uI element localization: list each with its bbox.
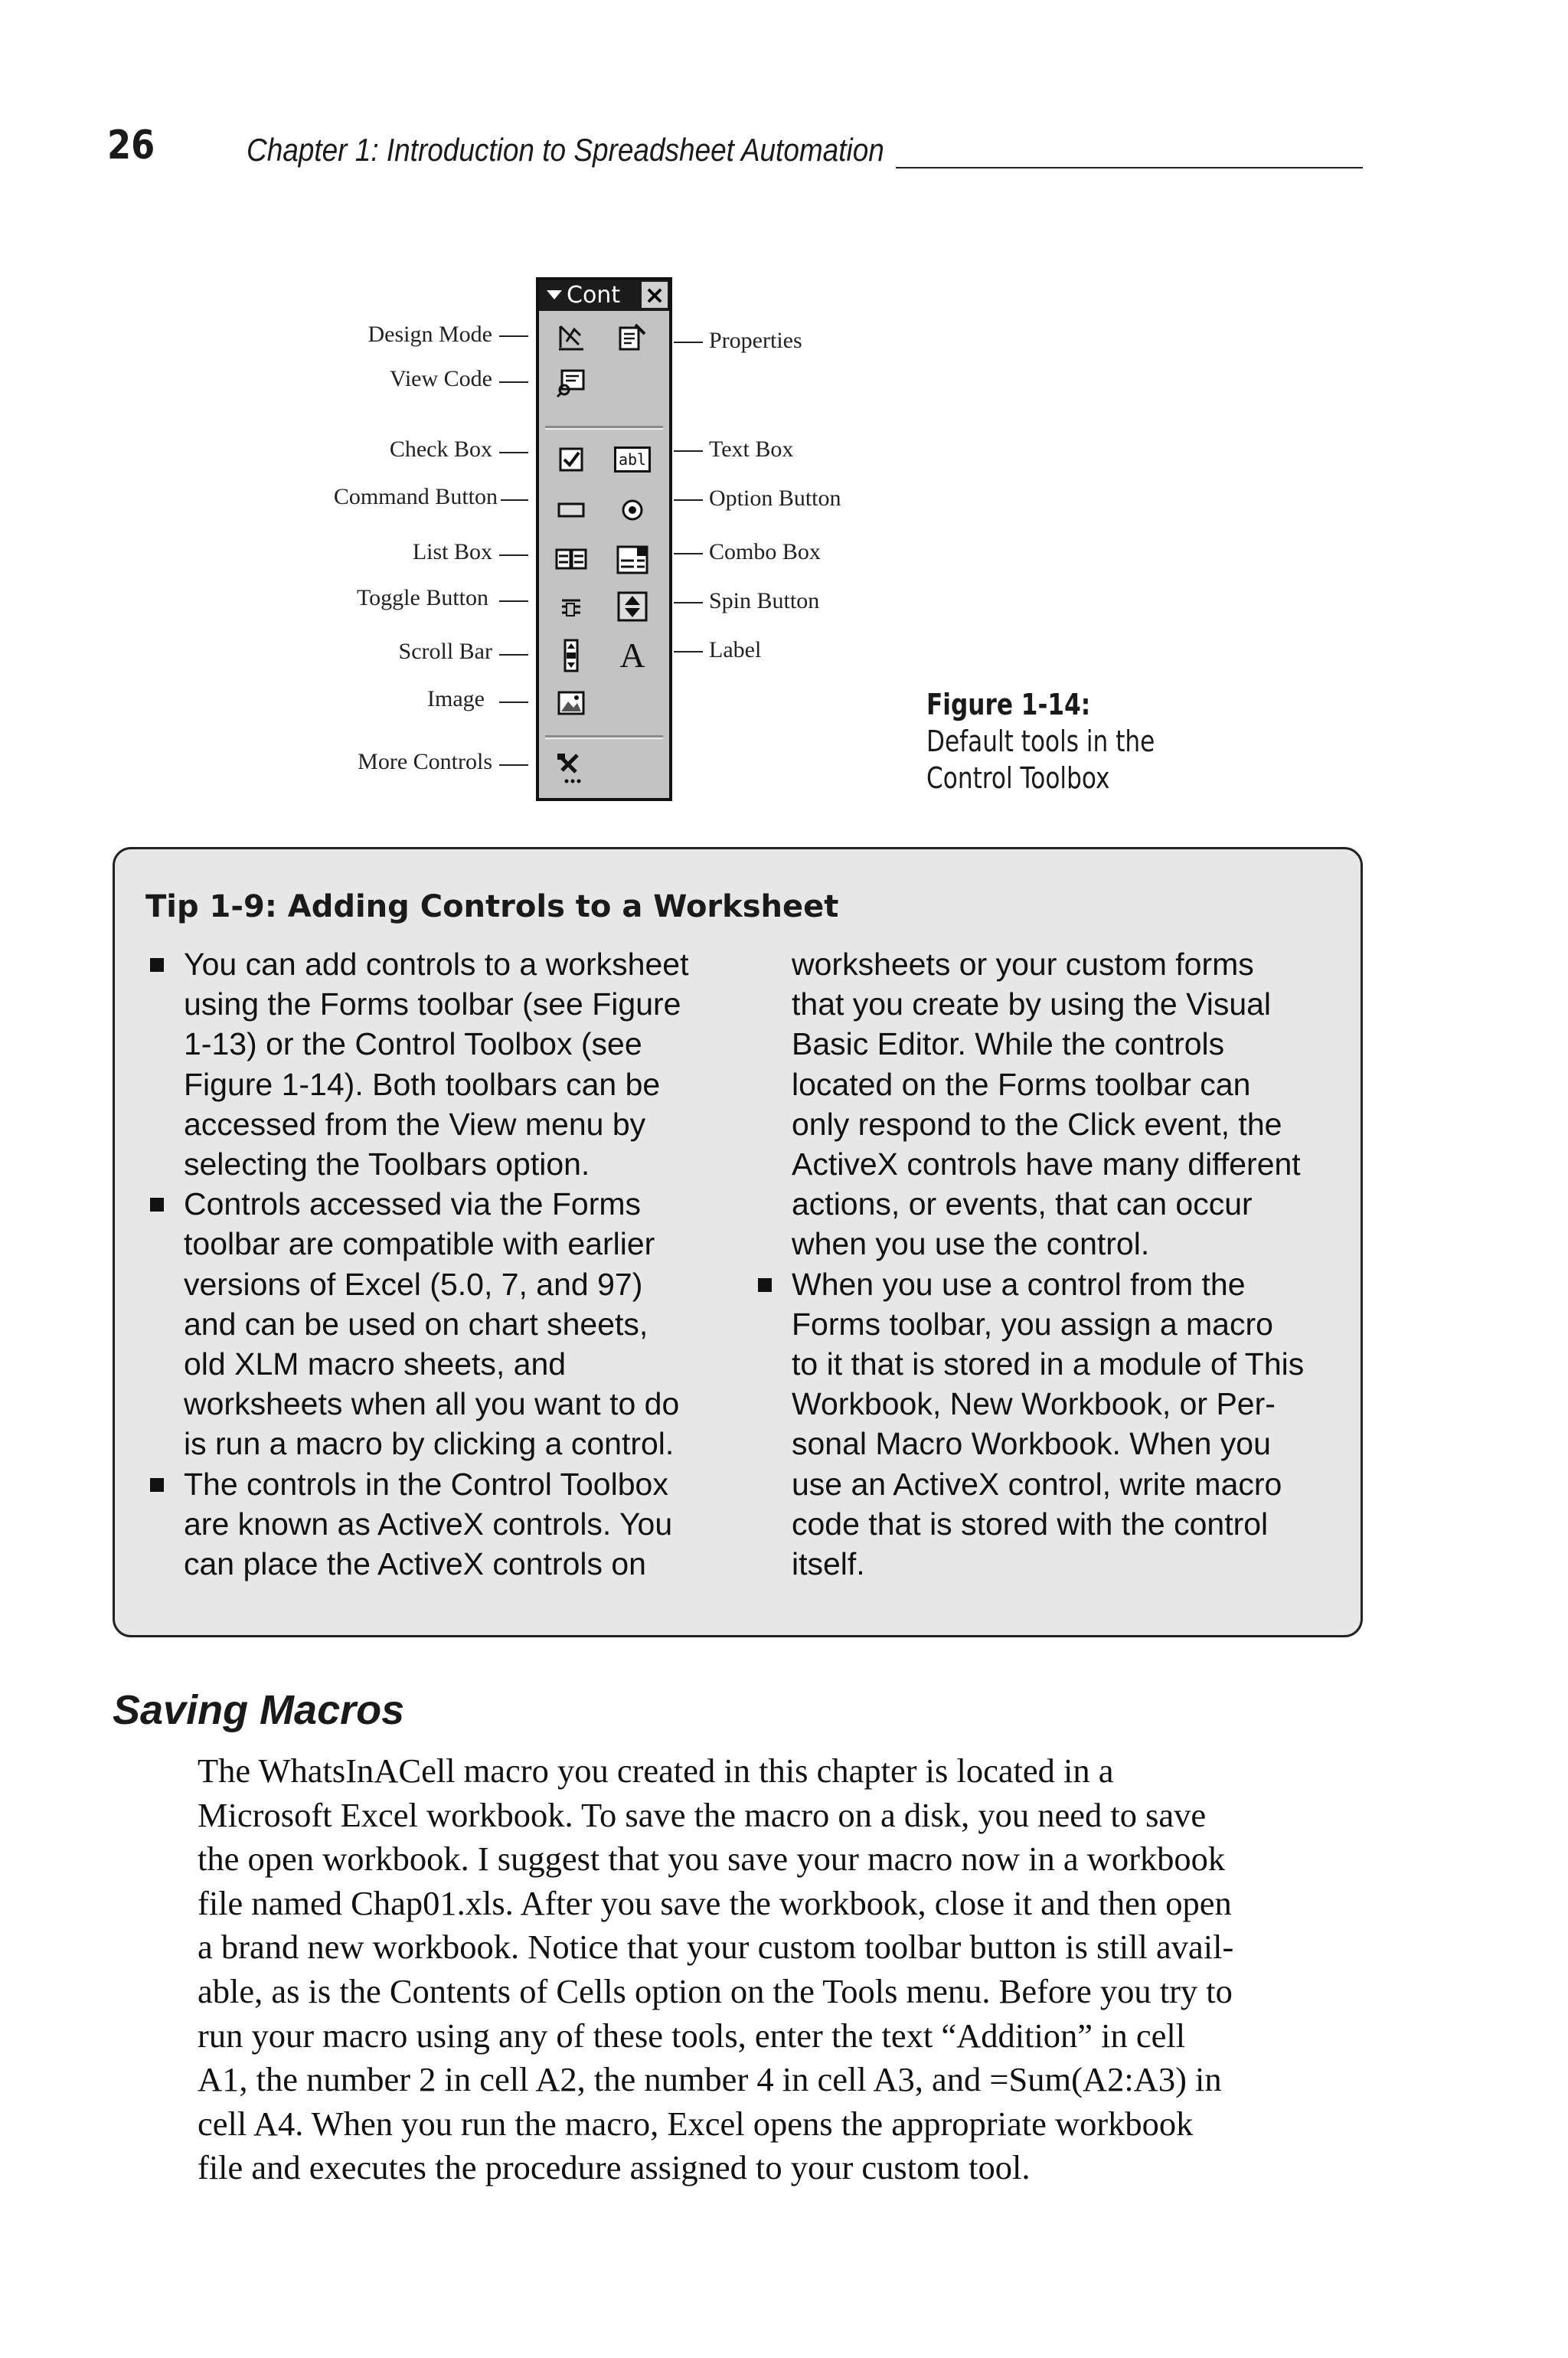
tip-line: when you use the control. [792,1226,1150,1262]
list-box-icon[interactable] [554,542,588,576]
label-view-code: View Code [389,366,492,391]
tip-line: Forms toolbar, you assign a macro [792,1306,1273,1342]
tip-bullet-line: When you use a control from the [755,1264,1352,1304]
label-combo-box: Combo Box [709,539,821,564]
running-title: Chapter 1: Introduction to Spreadsheet Automation [247,132,884,168]
tip-line: old XLM macro sheets, and [184,1346,567,1382]
section-body [198,1749,1369,2190]
leader-line [499,452,528,453]
label-check-box: Check Box [389,437,492,462]
tip-line: toolbar are compatible with earlier [184,1226,655,1262]
tip-line: use an ActiveX control, write macro [792,1466,1282,1502]
label-properties: Properties [709,328,802,353]
tip-line: using the Forms toolbar (see Figure [184,986,681,1022]
image-icon[interactable] [554,686,588,720]
label-spin-button: Spin Button [709,588,820,613]
toolbox-title-bar[interactable] [539,280,669,311]
design-mode-icon[interactable] [554,320,588,354]
leader-line [499,764,528,766]
tip-bullet-line: You can add controls to a worksheet [147,944,729,984]
body-line: Microsoft Excel workbook. To save the macro on a disk, you need to save [198,1795,1207,1834]
control-toolbox [536,277,672,801]
body-line: The WhatsInACell macro you created in this chapter is located in a [198,1751,1114,1790]
body-line: run your macro using any of these tools, enter the text “Addition” in cell [198,2016,1186,2055]
tip-bullet-line: Controls accessed via the Forms [147,1184,729,1224]
toggle-button-icon[interactable] [554,590,588,623]
leader-line [674,450,703,452]
tip-line: ActiveX controls have many different [792,1146,1301,1182]
tip-line: only respond to the Click event, the [792,1106,1282,1142]
tip-line: and can be used on chart sheets, [184,1306,648,1342]
tip-column-left [147,944,729,1584]
option-button-icon[interactable] [616,492,649,525]
tip-line: can place the ActiveX controls on [184,1546,646,1582]
spin-button-icon[interactable] [616,590,649,623]
tip-line: versions of Excel (5.0, 7, and 97) [184,1266,643,1302]
properties-icon[interactable] [616,320,649,354]
tip-line: that you create by using the Visual [792,986,1272,1022]
label-toggle-button: Toggle Button [356,585,488,610]
text-box-icon[interactable] [616,443,649,476]
label-scroll-bar: Scroll Bar [398,639,492,664]
tip-title: Tip 1-9: Adding Controls to a Worksheet [145,889,839,924]
leader-line [499,600,528,602]
label-option-button: Option Button [709,486,841,511]
figure-caption-text: Default tools in the Control Toolbox [926,724,1155,795]
figure-caption-title: Figure 1-14: [926,688,1091,721]
leader-line [674,342,703,343]
tip-bullet-line: The controls in the Control Toolbox [147,1464,729,1504]
check-box-icon[interactable] [554,443,588,476]
tip-line: Workbook, New Workbook, or Per- [792,1386,1276,1422]
tip-box [113,847,1363,1637]
tip-line: itself. [792,1546,865,1582]
tip-line: actions, or events, that can occur [792,1186,1253,1222]
label-command-button: Command Button [333,484,498,509]
leader-line [674,553,703,554]
label-image: Image [427,686,485,711]
leader-line [674,602,703,603]
page-number: 26 [107,123,155,168]
leader-line [501,499,528,501]
text-box-icon-text: abl [614,446,651,473]
label-list-box: List Box [412,539,492,564]
tip-line: accessed from the View menu by [184,1106,646,1142]
body-line: file and executes the procedure assigned to your custom tool. [198,2148,1031,2187]
body-line: a brand new workbook. Notice that your custom toolbar button is still avail- [198,1928,1234,1967]
tip-line: 1-13) or the Control Toolbox (see [184,1026,642,1062]
tip-line: Figure 1-14). Both toolbars can be [184,1066,661,1102]
label-more-controls: More Controls [358,749,492,774]
label-label: Label [709,637,762,662]
tip-line: is run a macro by clicking a control. [184,1426,675,1462]
tip-line: worksheets or your custom forms [792,947,1254,982]
label-icon[interactable] [616,636,649,675]
leader-line [499,654,528,656]
label-icon-text: A [619,636,645,675]
scroll-bar-icon[interactable] [554,639,588,672]
more-controls-icon[interactable] [554,751,588,784]
toolbar-separator [545,426,663,430]
leader-line [674,499,703,501]
close-icon[interactable]: × [642,282,668,308]
control-toolbox-figure [0,0,1568,842]
leader-line [674,651,703,652]
view-code-icon[interactable] [554,366,588,400]
tip-line: are known as ActiveX controls. You [184,1506,673,1542]
leader-line [499,554,528,556]
body-line: file named Chap01.xls. After you save the workbook, close it and then open [198,1883,1232,1922]
body-line: A1, the number 2 in cell A2, the number 4 in cell A3, and =Sum(A2:A3) in [198,2060,1222,2099]
tip-line: located on the Forms toolbar can [792,1066,1251,1102]
label-text-box: Text Box [709,437,794,462]
tip-line: sonal Macro Workbook. When you [792,1426,1271,1462]
body-line: able, as is the Contents of Cells option on the Tools menu. Before you try to [198,1971,1233,2010]
section-heading: Saving Macros [113,1687,405,1733]
tip-line: to it that is stored in a module of This [792,1346,1305,1382]
tip-column-right [755,944,1352,1584]
command-button-icon[interactable] [554,492,588,525]
dropdown-arrow-icon[interactable] [547,290,562,299]
leader-line [499,335,528,337]
toolbar-separator [545,735,663,739]
tip-line: Basic Editor. While the controls [792,1026,1225,1062]
tip-line: code that is stored with the control [792,1506,1269,1542]
label-design-mode: Design Mode [368,322,492,347]
combo-box-icon[interactable] [616,542,649,576]
toolbox-title: Cont [567,282,621,309]
leader-line [499,381,528,383]
tip-line: worksheets when all you want to do [184,1386,680,1422]
body-line: the open workbook. I suggest that you save your macro now in a workbook [198,1840,1226,1879]
body-line: cell A4. When you run the macro, Excel opens the appropriate workbook [198,2104,1194,2143]
tip-line: selecting the Toolbars option. [184,1146,590,1182]
leader-line [499,702,528,703]
